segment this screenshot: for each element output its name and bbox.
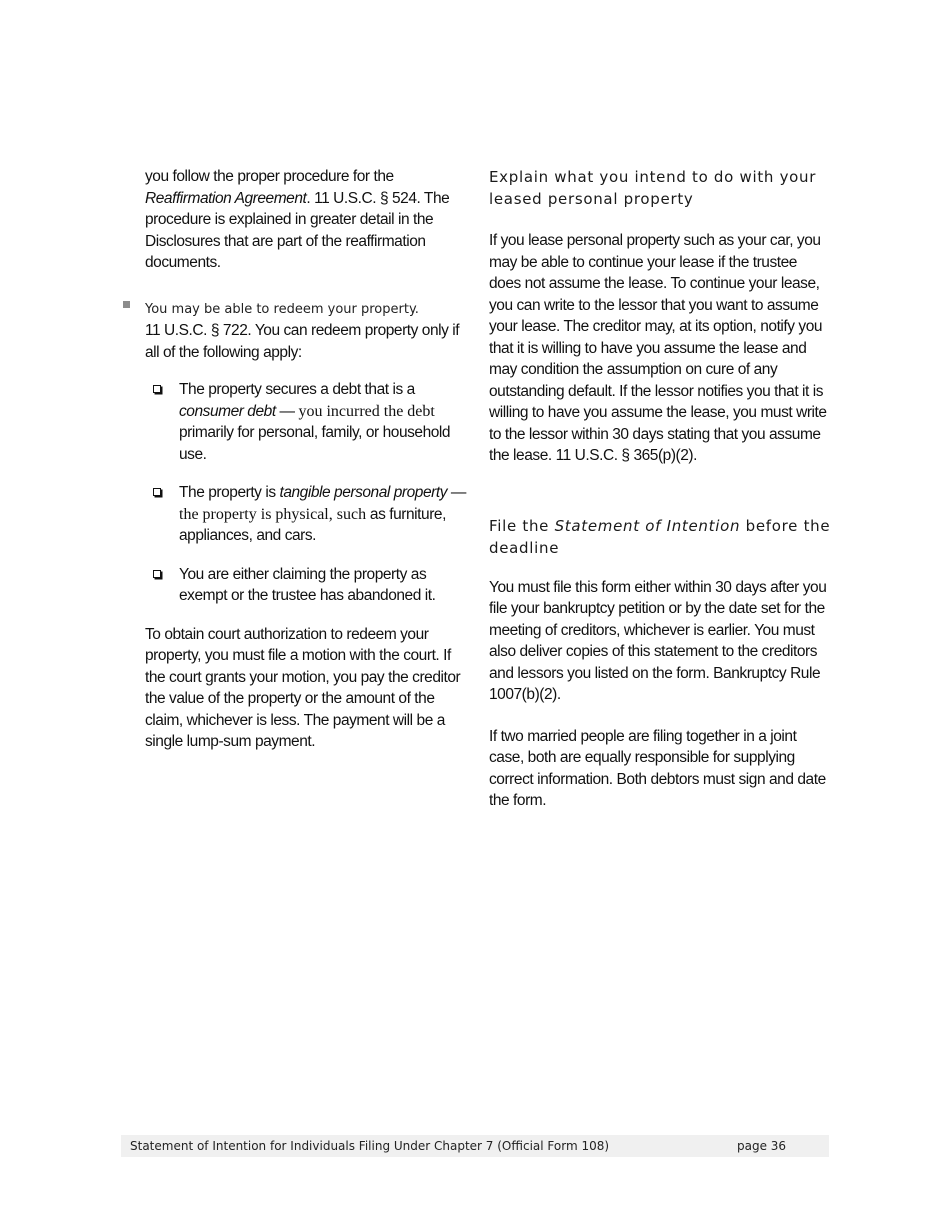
bullet-text: 11 U.S.C. § 722. You can redeem property only if all of the following apply: [145,322,460,361]
page-number: page 36 [737,1139,787,1153]
checklist-item: The property is tangible personal property — the property is physical, such as furniture, appliances, and cars. [145,482,467,547]
checklist-item: The property secures a debt that is a consumer debt — you incurred the debt primarily for personal, family, or household use. [145,379,467,465]
joint-case-paragraph: If two married people are filing together in a joint case, both are equally responsible for supplying correct information. Both debtors must sign and date the form. [489,727,826,809]
redeem-paragraph: To obtain court authorization to redeem your property, you must file a motion with the court. If the court grants your motion, you pay the creditor the value of the property or the amount of the claim, whichever is less. The payment will be a single lump-sum payment. [145,625,461,750]
checklist-item: You are either claiming the property as exempt or the trustee has abandoned it. [145,564,467,607]
leased-property-heading: Explain what you intend to do with your leased personal property [489,168,817,208]
deadline-paragraph: You must file this form either within 30 days after you file your bankruptcy petition or by the date set for the meeting of creditors, whichever is earlier. You must also deliver copies of this statement to the creditors and lessors you listed on the form. Bankruptcy Rule 1007(b)(2). [489,578,827,703]
left-column [145,166,467,753]
conditions-checklist [145,379,467,607]
bullet-lead: You may be able to redeem your property. [145,301,419,317]
checkbox-icon [153,488,161,496]
leased-property-paragraph: If you lease personal property such as your car, you may be able to continue your lease if the trustee does not assume the lease. To continue your lease, you can write to the lessor that you want to assume your lease. The creditor may, at its option, notify you that it is willing to have you assume the lease and may condition the assumption on cure of any outstanding default. If the lessor notifies you that it is willing to have you assume the lease, you must write to the lessor within 30 days stating that you assume the lease. 11 U.S.C. § 365(p)(2). [489,232,827,464]
footer-title: Statement of Intention for Individuals Filing Under Chapter 7 (Official Form 108) [130,1139,610,1153]
right-column [489,166,831,832]
redeem-bullet [145,298,467,607]
page-footer [121,1135,829,1157]
deadline-heading: File the Statement of Intention before the deadline [489,516,831,557]
intro-paragraph: you follow the proper procedure for the Reaffirmation Agreement. 11 U.S.C. § 524. The procedure is explained in greater detail in the Disclosures that are part of the reaffirmation documents. [145,168,450,271]
checkbox-icon [153,570,161,578]
checkbox-icon [153,385,161,393]
reaffirmation-agreement-term: Reaffirmation Agreement [145,189,307,207]
square-bullet-icon [123,301,130,308]
